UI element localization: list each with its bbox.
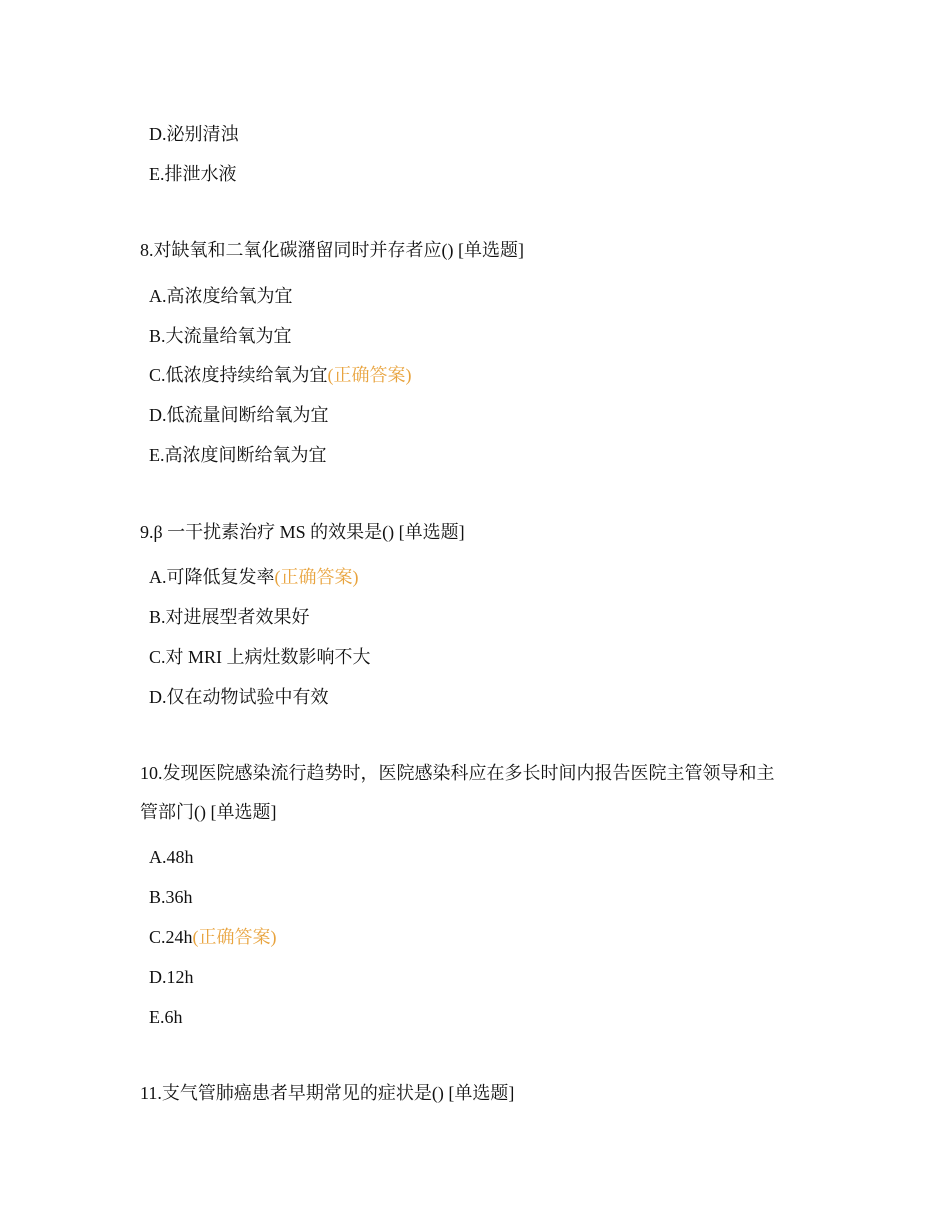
option-a (149, 565, 359, 589)
question-9-stem: 9.β 一干扰素治疗 MS 的效果是() [单选题] (140, 522, 465, 542)
option-text: D.低流量间断给氧为宜 (149, 405, 329, 425)
option-e (149, 162, 237, 186)
option-c (149, 363, 412, 387)
option-c (149, 925, 277, 949)
correct-answer-mark: (正确答案) (192, 927, 277, 947)
option-text: B.对进展型者效果好 (149, 607, 310, 627)
question-stem (140, 761, 775, 785)
option-e (149, 1005, 183, 1029)
option-b (149, 605, 310, 629)
question-stem (140, 238, 524, 262)
option-text: A.高浓度给氧为宜 (149, 286, 293, 306)
option-b (149, 324, 292, 348)
option-text: E.排泄水液 (149, 164, 237, 184)
option-text: C.对 MRI 上病灶数影响不大 (149, 647, 371, 667)
option-a (149, 284, 293, 308)
option-text: B.36h (149, 887, 193, 907)
option-d (149, 685, 329, 709)
option-text: A.可降低复发率 (149, 567, 275, 587)
option-e (149, 443, 327, 467)
option-text: A.48h (149, 847, 194, 867)
correct-answer-mark: (正确答案) (274, 567, 359, 587)
correct-answer-mark: (正确答案) (327, 365, 412, 385)
option-d (149, 403, 329, 427)
option-text: C.低浓度持续给氧为宜 (149, 365, 328, 385)
question-10-stem-line-1: 10.发现医院感染流行趋势时，医院感染科应在多长时间内报告医院主管领导和主 (140, 763, 775, 783)
question-11-stem: 11.支气管肺癌患者早期常见的症状是() [单选题] (140, 1083, 515, 1103)
question-stem-continued (140, 800, 276, 824)
option-text: D.12h (149, 967, 194, 987)
option-text: E.6h (149, 1007, 183, 1027)
option-text: B.大流量给氧为宜 (149, 326, 292, 346)
option-d (149, 122, 239, 146)
option-d (149, 965, 194, 989)
option-c (149, 645, 371, 669)
option-text: C.24h (149, 927, 193, 947)
question-8-stem: 8.对缺氧和二氧化碳潴留同时并存者应() [单选题] (140, 240, 524, 260)
option-text: D.仅在动物试验中有效 (149, 687, 329, 707)
option-b (149, 885, 193, 909)
option-text: E.高浓度间断给氧为宜 (149, 445, 327, 465)
question-stem (140, 520, 465, 544)
question-stem (140, 1081, 514, 1105)
option-text: D.泌别清浊 (149, 124, 239, 144)
option-a (149, 845, 194, 869)
question-10-stem-line-2: 管部门() [单选题] (140, 802, 277, 822)
